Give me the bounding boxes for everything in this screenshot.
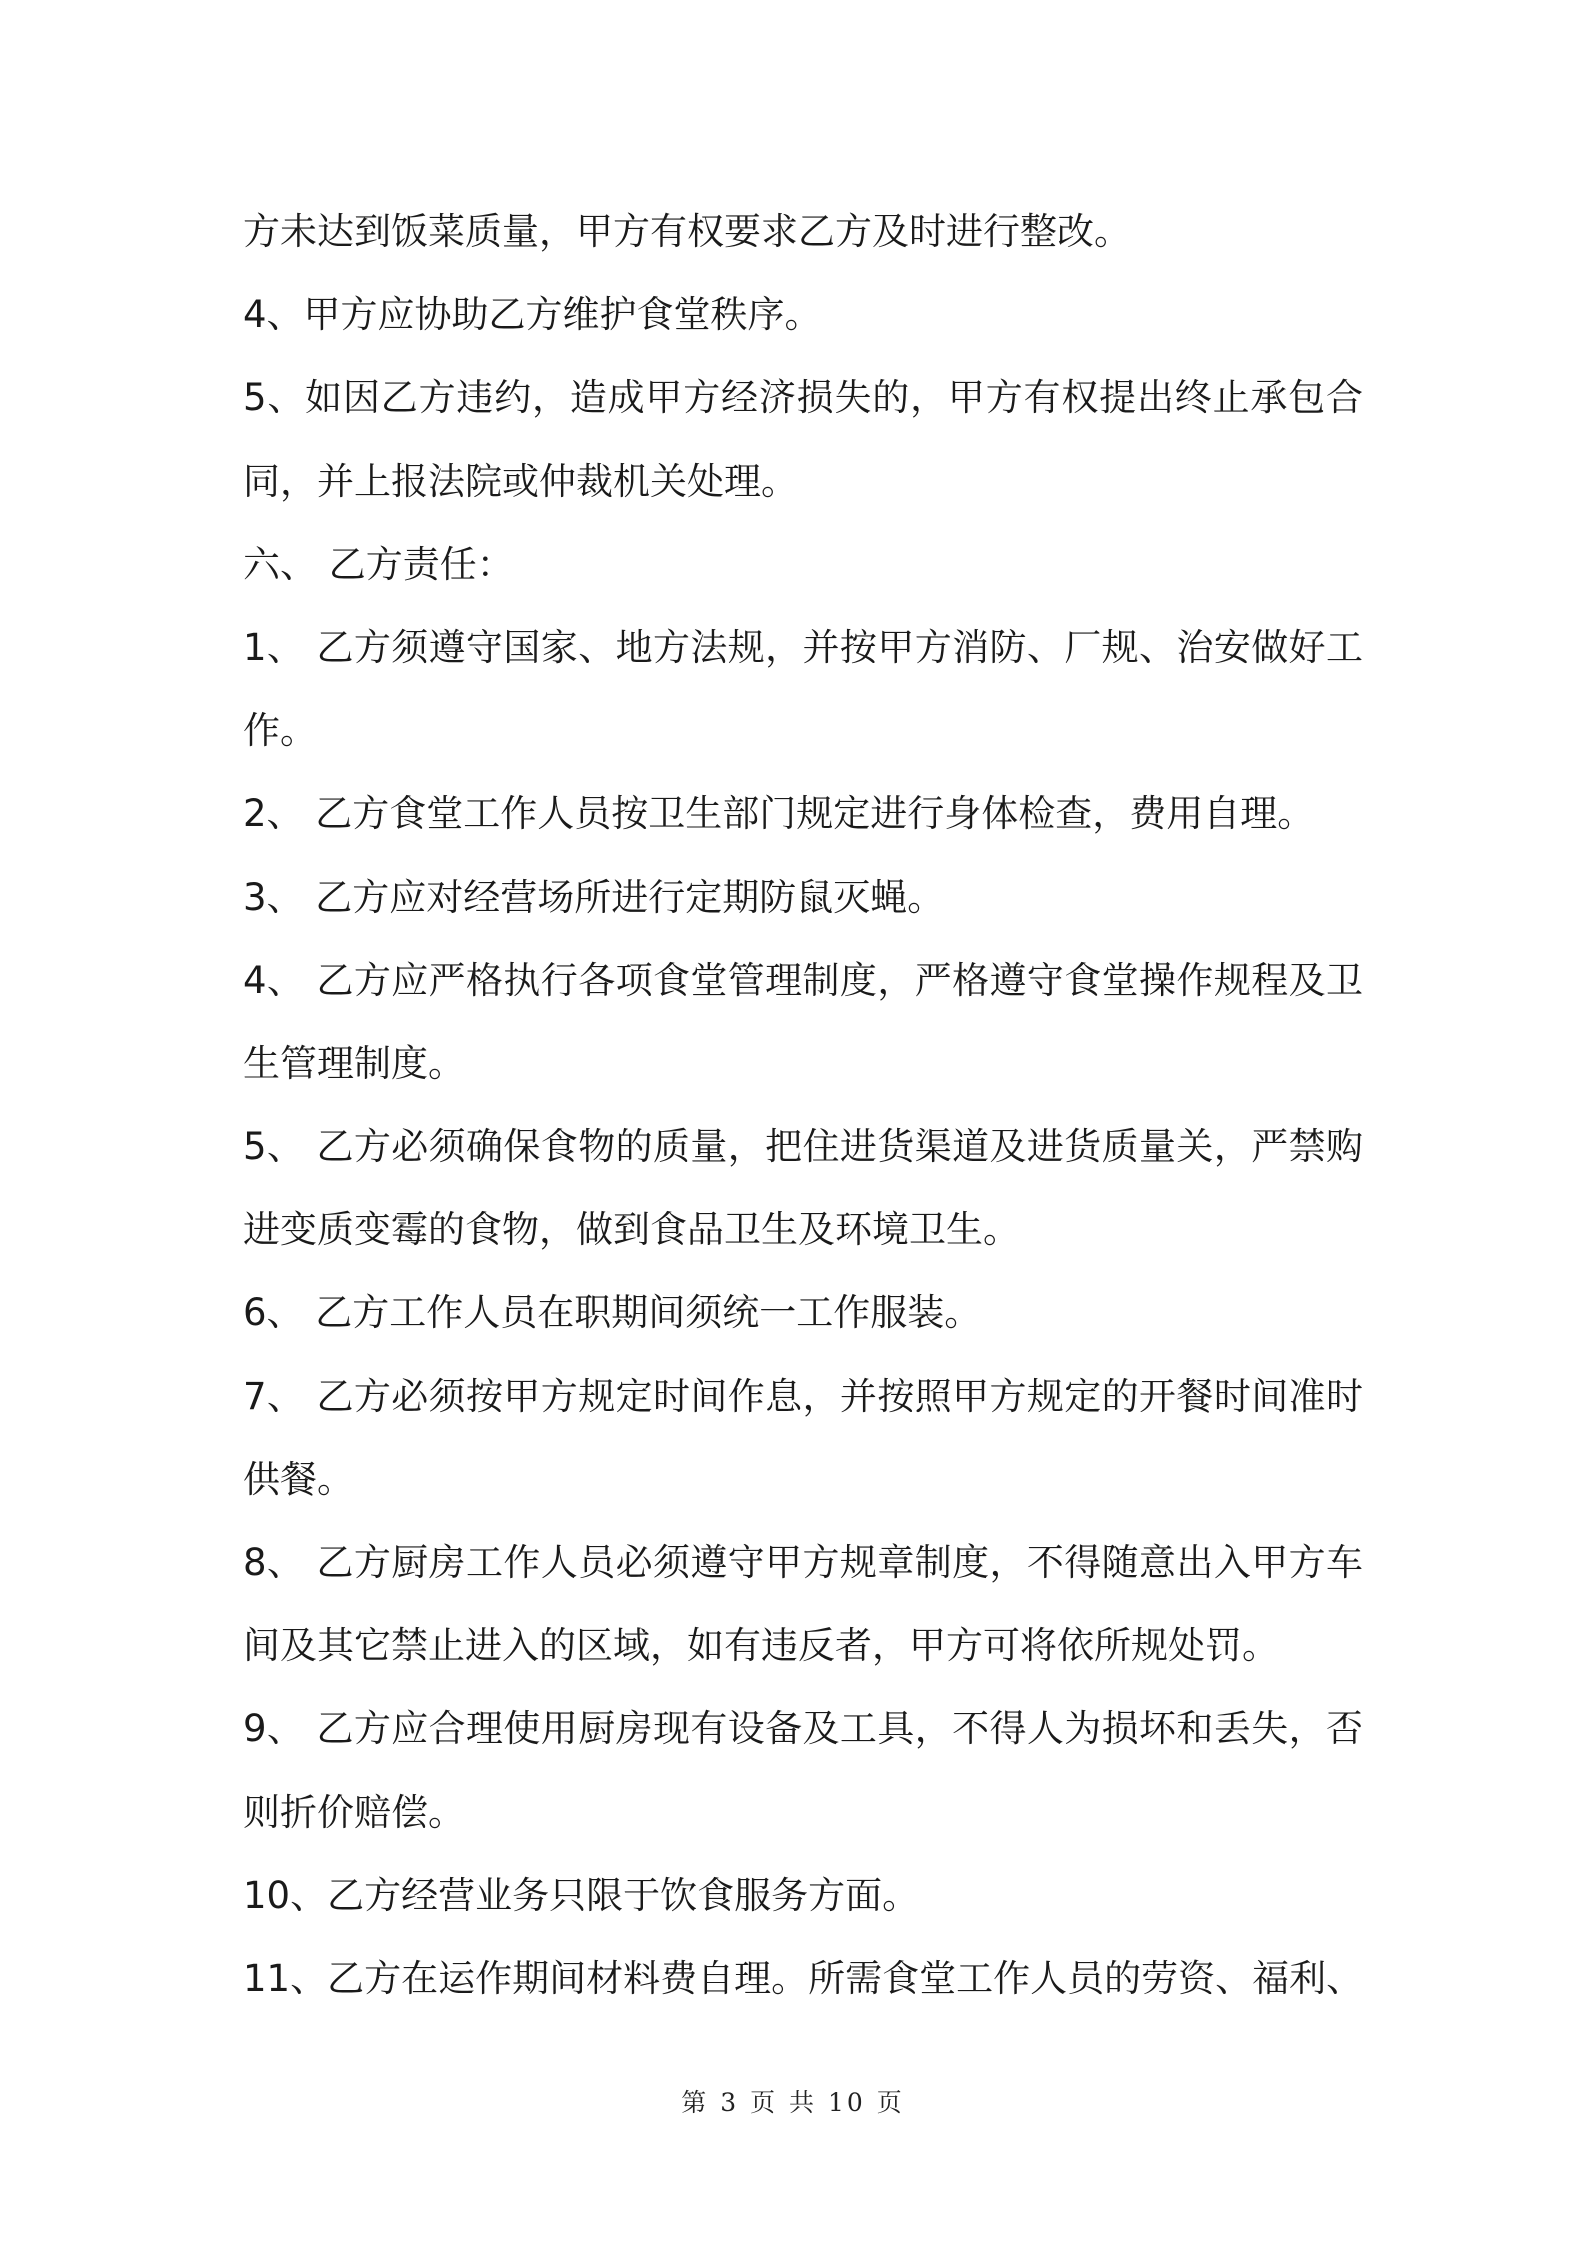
text-line: 7、 乙方必须按甲方规定时间作息，并按照甲方规定的开餐时间准时 (243, 1374, 1363, 1418)
text-line: 10、乙方经营业务只限于饮食服务方面。 (243, 1873, 920, 1917)
text-line: 则折价赔偿。 (243, 1790, 465, 1834)
page-footer: 第 3 页 共 10 页 (681, 2088, 905, 2117)
text-line: 间及其它禁止进入的区域，如有违反者，甲方可将依所规处罚。 (243, 1624, 1279, 1668)
text-line: 2、 乙方食堂工作人员按卫生部门规定进行身体检查，费用自理。 (243, 792, 1315, 836)
text-line: 作。 (243, 709, 317, 753)
text-line: 生管理制度。 (243, 1041, 465, 1085)
text-line: 同，并上报法院或仲裁机关处理。 (243, 459, 798, 503)
text-line: 供餐。 (243, 1457, 354, 1501)
text-line: 4、 乙方应严格执行各项食堂管理制度，严格遵守食堂操作规程及卫 (243, 958, 1363, 1002)
text-line: 方未达到饭菜质量，甲方有权要求乙方及时进行整改。 (243, 210, 1131, 253)
text-line: 4、甲方应协助乙方维护食堂秩序。 (243, 293, 822, 337)
text-line: 8、 乙方厨房工作人员必须遵守甲方规章制度，不得随意出入甲方车 (243, 1541, 1363, 1584)
text-line: 11、乙方在运作期间材料费自理。所需食堂工作人员的劳资、福利、 (243, 1956, 1364, 2000)
document-body (243, 190, 1363, 2020)
text-line: 进变质变霉的食物，做到食品卫生及环境卫生。 (243, 1208, 1020, 1252)
text-line: 5、 乙方必须确保食物的质量，把住进货渠道及进货质量关，严禁购 (243, 1125, 1363, 1169)
text-line: 1、 乙方须遵守国家、地方法规，并按甲方消防、厂规、治安做好工 (243, 625, 1363, 669)
text-line: 6、 乙方工作人员在职期间须统一工作服装。 (243, 1291, 982, 1335)
text-line: 3、 乙方应对经营场所进行定期防鼠灭蝇。 (243, 875, 945, 919)
text-line: 9、 乙方应合理使用厨房现有设备及工具，不得人为损坏和丢失，否 (243, 1707, 1363, 1751)
text-line: 六、 乙方责任： (243, 542, 514, 586)
text-line: 5、如因乙方违约，造成甲方经济损失的，甲方有权提出终止承包合 (243, 376, 1363, 420)
